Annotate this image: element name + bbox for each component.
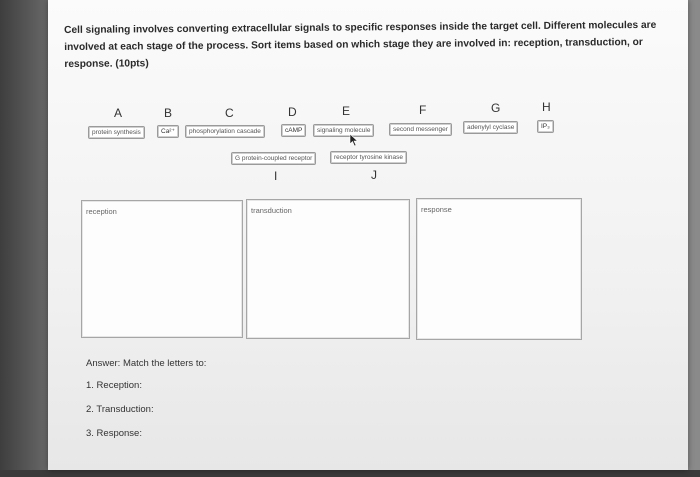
item-g-adenylyl-cyclase[interactable]: adenylyl cyclase [463, 121, 518, 134]
item-i-g-protein-coupled-receptor[interactable]: G protein-coupled receptor [231, 152, 316, 165]
transduction-drop-box[interactable] [246, 199, 410, 339]
response-drop-box[interactable] [416, 198, 582, 340]
answer-transduction-line: 2. Transduction: [86, 404, 154, 415]
item-h-ip3[interactable]: IP₃ [537, 120, 554, 133]
item-c-phosphorylation-cascade[interactable]: phosphorylation cascade [185, 125, 265, 138]
letter-c: C [225, 106, 234, 120]
answer-response-line: 3. Response: [86, 428, 142, 439]
letter-a: A [114, 106, 123, 120]
mouse-cursor-icon [349, 133, 359, 147]
letter-b: B [164, 106, 173, 120]
question-page [48, 0, 688, 470]
item-d-camp[interactable]: cAMP [281, 124, 306, 137]
reception-drop-box[interactable] [81, 200, 243, 338]
background-left [0, 0, 50, 477]
question-text: Cell signaling involves converting extracellular signals to specific responses inside the target cell. Different molecules are involved at each stage of the process. Sort items based on which stage they are involved in: reception, transduction, or response. (10pts) [64, 19, 657, 70]
letter-e: E [342, 104, 351, 118]
background-bottom [0, 470, 700, 477]
item-b-calcium[interactable]: Ca²⁺ [157, 125, 179, 138]
letter-h: H [542, 100, 551, 114]
answer-reception-line: 1. Reception: [86, 380, 142, 391]
answer-heading: Answer: Match the letters to: [86, 358, 207, 369]
item-a-protein-synthesis[interactable]: protein synthesis [88, 126, 145, 139]
letter-g: G [491, 101, 501, 115]
response-box-label: response [421, 205, 452, 214]
letter-j: J [371, 168, 377, 182]
letter-f: F [419, 103, 427, 117]
item-j-receptor-tyrosine-kinase[interactable]: receptor tyrosine kinase [330, 151, 407, 164]
letter-i: I [274, 169, 278, 183]
letter-d: D [288, 105, 297, 119]
reception-box-label: reception [86, 207, 117, 216]
transduction-box-label: transduction [251, 206, 292, 215]
background-right [688, 0, 700, 477]
item-e-signaling-molecule[interactable]: signaling molecule [313, 124, 374, 137]
item-f-second-messenger[interactable]: second messenger [389, 123, 452, 136]
